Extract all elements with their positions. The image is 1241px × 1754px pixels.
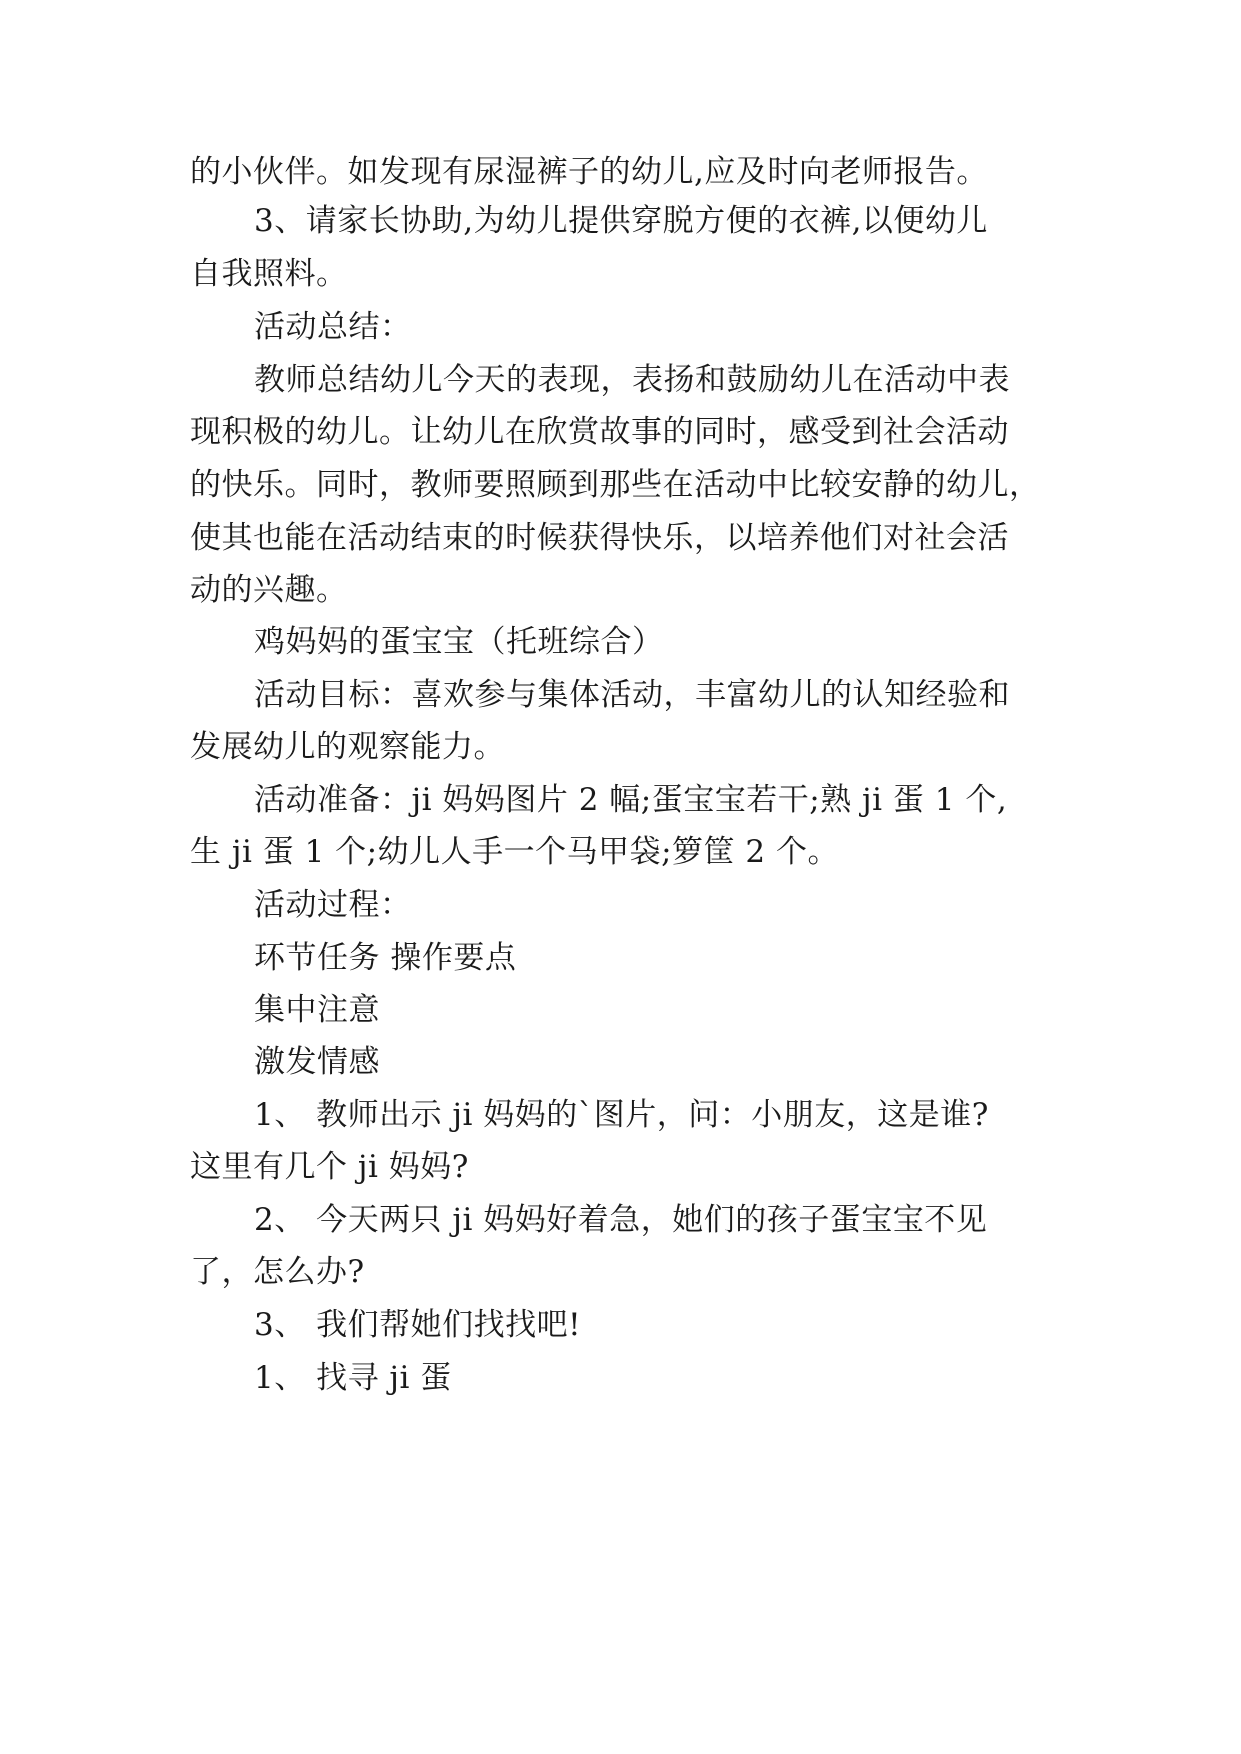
paragraph-line: 的小伙伴。如发现有尿湿裤子的幼儿,应及时向老师报告。 (190, 154, 988, 190)
paragraph-line: 1、 教师出示 ji 妈妈的`图片，问：小朋友，这是谁? (254, 1097, 989, 1133)
paragraph-line: 生 ji 蛋 1 个;幼儿人手一个马甲袋;箩筐 2 个。 (190, 834, 839, 870)
paragraph-line: 这里有几个 ji 妈妈? (190, 1149, 469, 1185)
paragraph-line: 动的兴趣。 (190, 572, 348, 608)
paragraph-line: 使其也能在活动结束的时候获得快乐，以培养他们对社会活 (190, 520, 1009, 556)
section-heading: 活动过程： (254, 887, 412, 923)
section-heading: 活动总结： (254, 309, 412, 345)
paragraph-line: 的快乐。同时，教师要照顾到那些在活动中比较安静的幼儿， (190, 467, 1041, 503)
paragraph-line: 教师总结幼儿今天的表现，表扬和鼓励幼儿在活动中表 (254, 362, 1010, 398)
table-header: 环节任务 操作要点 (254, 940, 517, 976)
paragraph-line: 自我照料。 (190, 256, 348, 292)
paragraph-line: 现积极的幼儿。让幼儿在欣赏故事的同时，感受到社会活动 (190, 414, 1009, 450)
step-label: 激发情感 (254, 1044, 380, 1080)
paragraph-line: 3、请家长协助,为幼儿提供穿脱方便的衣裤,以便幼儿 (254, 203, 988, 239)
paragraph-line: 发展幼儿的观察能力。 (190, 729, 505, 765)
activity-title: 鸡妈妈的蛋宝宝（托班综合） (254, 624, 664, 660)
paragraph-line: 了，怎么办? (190, 1254, 365, 1290)
paragraph-line: 1、 找寻 ji 蛋 (254, 1360, 452, 1396)
step-label: 集中注意 (254, 992, 380, 1028)
paragraph-line: 活动目标：喜欢参与集体活动，丰富幼儿的认知经验和 (254, 677, 1010, 713)
paragraph-line: 活动准备：ji 妈妈图片 2 幅;蛋宝宝若干;熟 ji 蛋 1 个, (254, 782, 1008, 818)
paragraph-line: 3、 我们帮她们找找吧! (254, 1307, 582, 1343)
paragraph-line: 2、 今天两只 ji 妈妈好着急，她们的孩子蛋宝宝不见 (254, 1202, 988, 1238)
